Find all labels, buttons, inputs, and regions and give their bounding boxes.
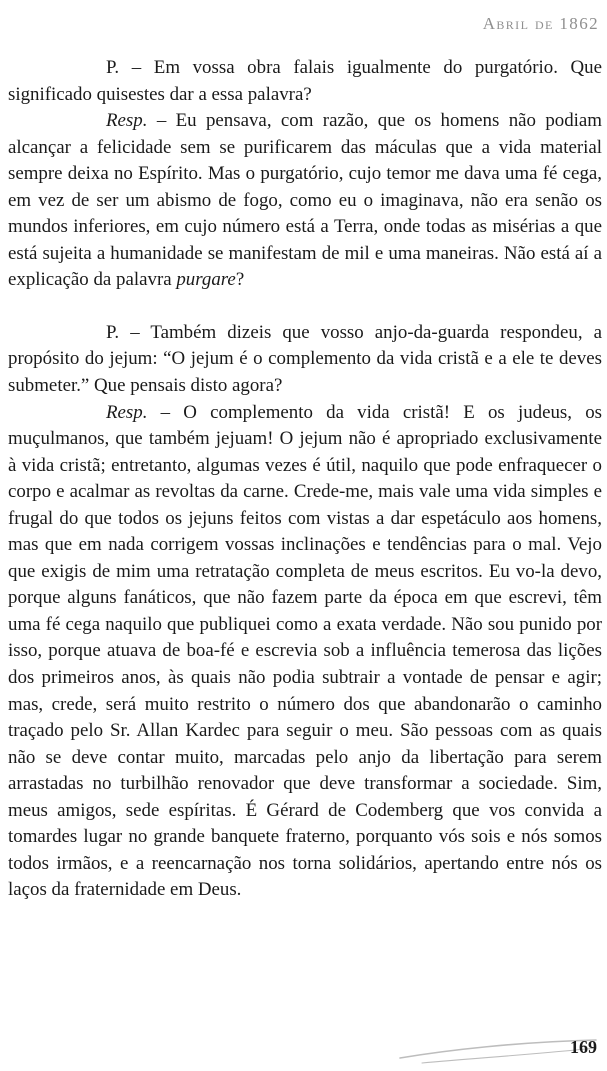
answer-tail: ? <box>235 269 245 291</box>
question-purgatorio <box>8 55 602 108</box>
answer-marker: Resp. <box>106 110 148 132</box>
answer-text: – O complemento da vida cristã! E os judeus, os muçulmanos, que também jejuam! O jejum não é apropriado exclusivamente à vida cristã; entretanto, algumas vezes é útil, naquilo que pode enfraquecer o corpo e acalmar as revoltas da carne. Crede-me, mais vale uma vida simples e frugal do que todos os jejuns feitos com vistas a dar espetáculo aos homens, mas que em nada corrigem vossas inclinações e tendências para o mal. Vejo que exigis de mim uma retratação completa de meus escritos. Eu vo-la devo, porque alguns fanáticos, que não fazem parte da época em que escrevi, têm uma fé cega naquilo que publiquei como a exata verdade. Não sou punido por isso, porque atuava de boa-fé e escrevia sob a influência temerosa das lições dos primeiros anos, às quais não podia subtrair a vontade de pensar e agir; mas, crede, será muito restrito o número dos que abandonarão o caminho traçado pelo Sr. Allan Kardec para seguir o meu. São pessoas com as quais não se deve contar muito, marcadas pelo anjo da libertação para serem arrastadas no turbilhão renovador que deve transformar a sociedade. Sim, meus amigos, sede espíritas. É Gérard de Codemberg que vos convida a tomardes lugar no grande banquete fraterno, porquanto vós sois e nós somos todos irmãos, e a reencarnação nos torna solidários, apertando entre nós os laços da fraternidade em Deus. <box>8 401 602 901</box>
running-header: Abril de 1862 <box>482 14 599 33</box>
page-number: 169 <box>570 1037 597 1057</box>
answer-jejum <box>8 400 602 904</box>
question-marker: P. – <box>106 321 151 343</box>
question-text: Em vossa obra falais igualmente do purgatório. Que significado quisestes dar a essa palavra? <box>8 57 602 105</box>
answer-purgatorio <box>8 108 602 294</box>
latin-term: purgare <box>176 269 236 291</box>
answer-text: – Eu pensava, com razão, que os homens não podiam alcançar a felicidade sem se purificarem das máculas que a vida material sempre deixa no Espírito. Mas o purgatório, cujo temor me dava uma fé cega, em vez de ser um abismo de fogo, como eu o imaginava, não era senão os mundos inferiores, em cujo número está a Terra, onde todas as misérias a que está sujeita a humanidade se manifestam de mil e uma maneiras. Não está aí a explicação da palavra <box>8 110 602 291</box>
question-text: Também dizeis que vosso anjo-da-guarda respondeu, a propósito do jejum: “O jejum é o complemento da vida cristã e a ele te deves submeter.” Que pensais disto agora? <box>8 321 602 397</box>
answer-marker: Resp. <box>106 401 148 423</box>
question-marker: P. – <box>106 57 154 78</box>
question-jejum <box>8 320 602 400</box>
body-text <box>8 55 602 904</box>
swoosh-ornament-icon <box>398 1028 598 1068</box>
